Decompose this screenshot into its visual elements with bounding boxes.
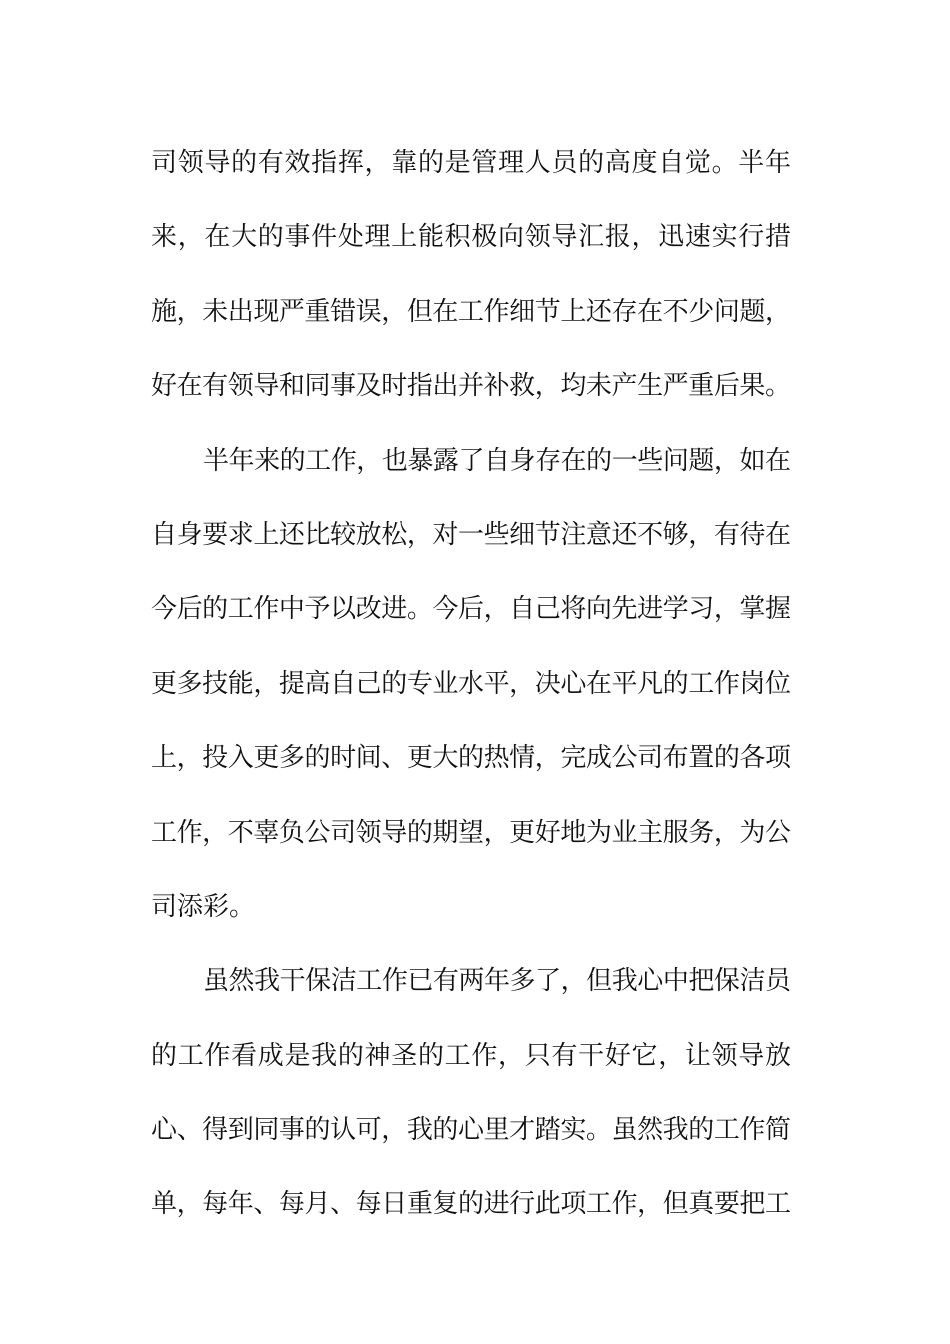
- text-line: 心、得到同事的认可，我的心里才踏实。虽然我的工作简: [151, 1115, 791, 1146]
- text-line: 来，在大的事件处理上能积极向领导汇报，迅速实行措: [151, 222, 791, 253]
- text-line: 施，未出现严重错误，但在工作细节上还存在不少问题，: [151, 296, 791, 327]
- text-line: 上，投入更多的时间、更大的热情，完成公司布置的各项: [151, 743, 791, 774]
- text-line: 工作，不辜负公司领导的期望，更好地为业主服务，为公: [151, 817, 791, 848]
- text-line: 单，每年、每月、每日重复的进行此项工作，但真要把工: [151, 1189, 791, 1220]
- text-line: 更多技能，提高自己的专业水平，决心在平凡的工作岗位: [151, 668, 791, 699]
- text-line: 司添彩。: [151, 891, 256, 922]
- text-line: 虽然我干保洁工作已有两年多了，但我心中把保洁员: [203, 966, 791, 997]
- text-line: 今后的工作中予以改进。今后，自己将向先进学习，掌握: [151, 594, 791, 625]
- text-line: 自身要求上还比较放松，对一些细节注意还不够，有待在: [151, 519, 791, 550]
- text-line: 司领导的有效指挥，靠的是管理人员的高度自觉。半年: [151, 148, 791, 178]
- text-line: 的工作看成是我的神圣的工作，只有干好它，让领导放: [151, 1040, 791, 1071]
- text-line: 好在有领导和同事及时指出并补救，均未产生严重后果。: [151, 371, 791, 402]
- body-text: [151, 126, 791, 1242]
- text-line: 半年来的工作，也暴露了自身存在的一些问题，如在: [203, 445, 791, 476]
